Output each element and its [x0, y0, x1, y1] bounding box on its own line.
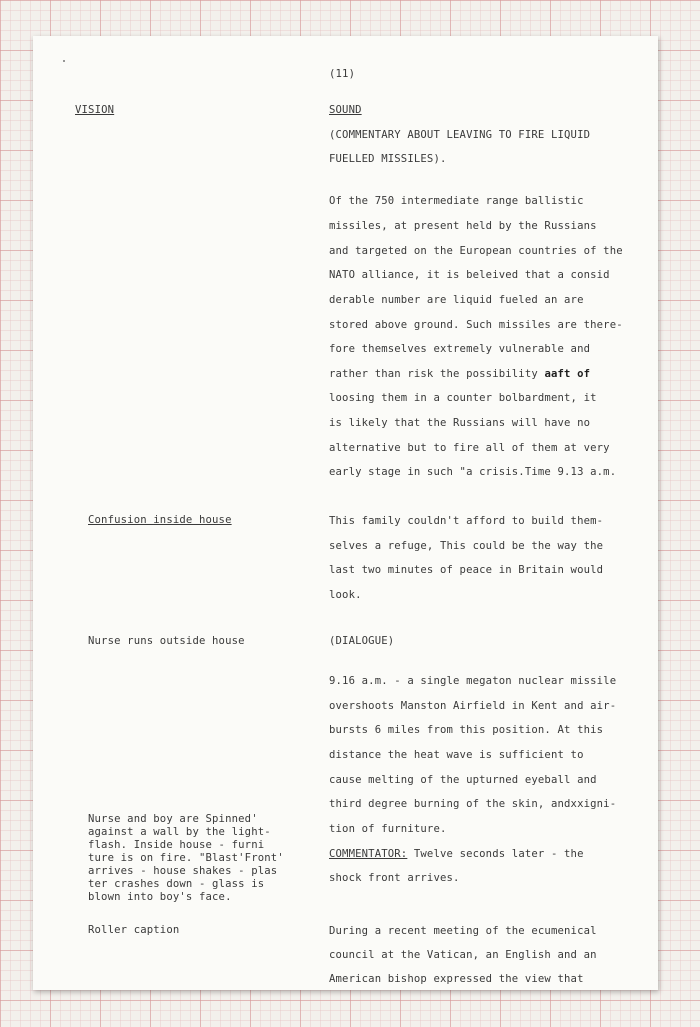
sound-line: third degree burning of the skin, andxxigni-	[329, 798, 617, 810]
sound-line-text: rather than risk the possibility	[329, 368, 545, 380]
sound-line: (COMMENTARY ABOUT LEAVING TO FIRE LIQUID	[329, 129, 591, 141]
sound-line: This family couldn't afford to build them-	[329, 515, 604, 527]
vision-heading: VISION	[75, 104, 115, 116]
sound-line: American bishop expressed the view that	[329, 973, 584, 985]
sound-line: overshoots Manston Airfield in Kent and air-	[329, 700, 617, 712]
sound-line: distance the heat wave is sufficient to	[329, 749, 584, 761]
vision-cue-nurse-boy: ter crashes down - glass is	[88, 878, 265, 890]
sound-line: Of the 750 intermediate range ballistic	[329, 195, 584, 207]
sound-line: council at the Vatican, an English and an	[329, 949, 597, 961]
sound-line: stored above ground. Such missiles are there-	[329, 319, 623, 331]
sound-line: derable number are liquid fueled an are	[329, 294, 584, 306]
paper-speck	[63, 60, 65, 62]
overtyped-correction: aaft of	[544, 368, 591, 380]
sound-line: selves a refuge, This could be the way the	[329, 540, 604, 552]
sound-line: During a recent meeting of the ecumenical	[329, 925, 597, 937]
sound-line: loosing them in a counter bolbardment, it	[329, 392, 597, 404]
vision-cue-nurse-runs: Nurse runs outside house	[88, 635, 245, 647]
commentator-label: COMMENTATOR:	[329, 848, 408, 860]
sound-line-text: Twelve seconds later - the	[407, 848, 584, 860]
sound-line: NATO alliance, it is beleived that a consid	[329, 269, 610, 281]
sound-line: cause melting of the upturned eyeball and	[329, 774, 597, 786]
sound-line: 9.16 a.m. - a single megaton nuclear missile	[329, 675, 617, 687]
sound-line: (DIALOGUE)	[329, 635, 395, 647]
vision-cue-roller: Roller caption	[88, 924, 180, 936]
page-number: (11)	[329, 68, 356, 80]
sound-heading: SOUND	[329, 104, 362, 116]
sound-line: look.	[329, 589, 362, 601]
vision-cue-nurse-boy: arrives - house shakes - plas	[88, 865, 278, 877]
sound-line	[329, 847, 584, 861]
sound-line: bursts 6 miles from this position. At this	[329, 724, 604, 736]
sound-line: is likely that the Russians will have no	[329, 417, 591, 429]
vision-cue-nurse-boy: against a wall by the light-	[88, 826, 271, 838]
sound-line: alternative but to fire all of them at very	[329, 442, 610, 454]
vision-cue-nurse-boy: ture is on fire. "Blast'Front'	[88, 852, 284, 864]
sound-line: tion of furniture.	[329, 823, 447, 835]
sound-line: early stage in such "a crisis.Time 9.13 a.m.	[329, 466, 617, 478]
typewritten-page	[33, 36, 658, 990]
sound-line: shock front arrives.	[329, 872, 460, 884]
sound-line: FUELLED MISSILES).	[329, 153, 447, 165]
sound-line: fore themselves extremely vulnerable and	[329, 343, 591, 355]
sound-line: and targeted on the European countries of the	[329, 245, 623, 257]
sound-line: last two minutes of peace in Britain would	[329, 564, 604, 576]
vision-cue-confusion: Confusion inside house	[88, 514, 232, 526]
vision-cue-nurse-boy: Nurse and boy are Spinned'	[88, 813, 258, 825]
vision-cue-nurse-boy: blown into boy's face.	[88, 891, 232, 903]
vision-cue-nurse-boy: flash. Inside house - furni	[88, 839, 265, 851]
sound-line: missiles, at present held by the Russians	[329, 220, 597, 232]
sound-line	[329, 367, 590, 381]
